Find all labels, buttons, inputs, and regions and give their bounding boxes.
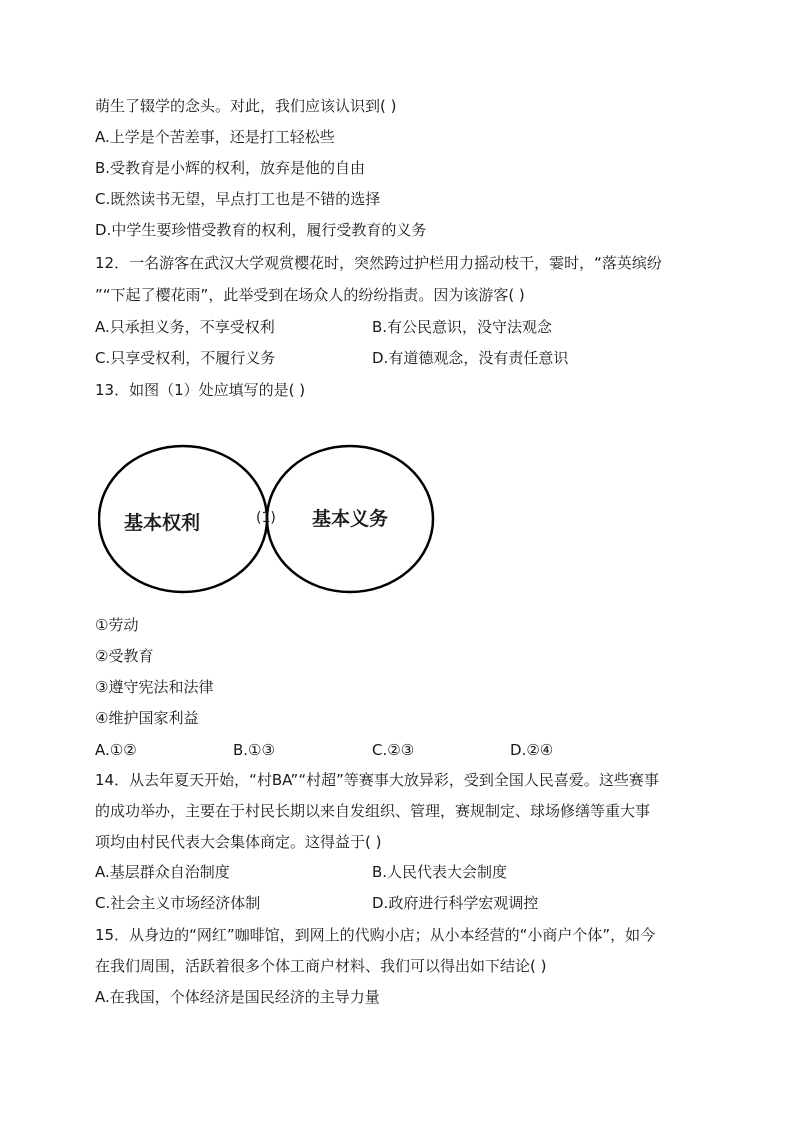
q14-option-c: C.社会主义市场经济体制 <box>95 894 261 912</box>
q12-option-a: A.只承担义务，不享受权利 <box>95 318 275 336</box>
q13-item-2: ②受教育 <box>95 647 154 665</box>
q13-stem: 13．如图（1）处应填写的是( ) <box>95 381 306 399</box>
q11-option-c: C.既然读书无望，早点打工也是不错的选择 <box>95 190 381 208</box>
q13-option-d: D.②④ <box>510 741 554 759</box>
venn-middle-label: (1) <box>256 510 276 526</box>
q13-option-b: B.①③ <box>233 741 275 759</box>
q12-option-b: B.有公民意识，没守法观念 <box>372 318 553 336</box>
q14-option-d: D.政府进行科学宏观调控 <box>372 894 539 912</box>
q14-stem-line1: 14．从去年夏天开始，“村BA”“村超”等赛事大放异彩，受到全国人民喜爱。这些赛事 <box>95 771 659 789</box>
q11-option-d: D.中学生要珍惜受教育的权利，履行受教育的义务 <box>95 221 427 239</box>
venn-diagram <box>98 440 438 600</box>
q12-option-c: C.只享受权利，不履行义务 <box>95 349 276 367</box>
q11-option-a: A.上学是个苦差事，还是打工轻松些 <box>95 128 335 146</box>
q13-item-1: ①劳动 <box>95 616 139 634</box>
q15-option-a: A.在我国，个体经济是国民经济的主导力量 <box>95 988 380 1006</box>
q12-stem-line1: 12．一名游客在武汉大学观赏樱花时，突然跨过护栏用力摇动枝干，霎时，“落英缤纷 <box>95 254 662 272</box>
q13-option-a: A.①② <box>95 741 137 759</box>
q14-option-b: B.人民代表大会制度 <box>372 863 508 881</box>
q13-option-c: C.②③ <box>372 741 415 759</box>
q11-stem-tail: 萌生了辍学的念头。对此，我们应该认识到( ) <box>95 97 397 115</box>
q13-item-4: ④维护国家利益 <box>95 709 199 727</box>
q13-item-3: ③遵守宪法和法律 <box>95 678 214 696</box>
q15-stem-line1: 15．从身边的“网红”咖啡馆，到网上的代购小店；从小本经营的“小商户个体”，如今 <box>95 926 656 944</box>
venn-left-label: 基本权利 <box>124 512 201 534</box>
venn-right-label: 基本义务 <box>312 508 389 530</box>
q14-option-a: A.基层群众自治制度 <box>95 863 230 881</box>
q12-stem-line2: ”“下起了樱花雨”，此举受到在场众人的纷纷指责。因为该游客( ) <box>95 286 525 304</box>
q14-stem-line2: 的成功举办，主要在于村民长期以来自发组织、管理，赛规制定、球场修缮等重大事 <box>95 802 651 820</box>
q11-option-b: B.受教育是小辉的权利，放弃是他的自由 <box>95 159 366 177</box>
q12-option-d: D.有道德观念，没有责任意识 <box>372 349 569 367</box>
q15-stem-line2: 在我们周围，活跃着很多个体工商户材料、我们可以得出如下结论( ) <box>95 957 547 975</box>
q14-stem-line3: 项均由村民代表大会集体商定。这得益于( ) <box>95 833 382 851</box>
